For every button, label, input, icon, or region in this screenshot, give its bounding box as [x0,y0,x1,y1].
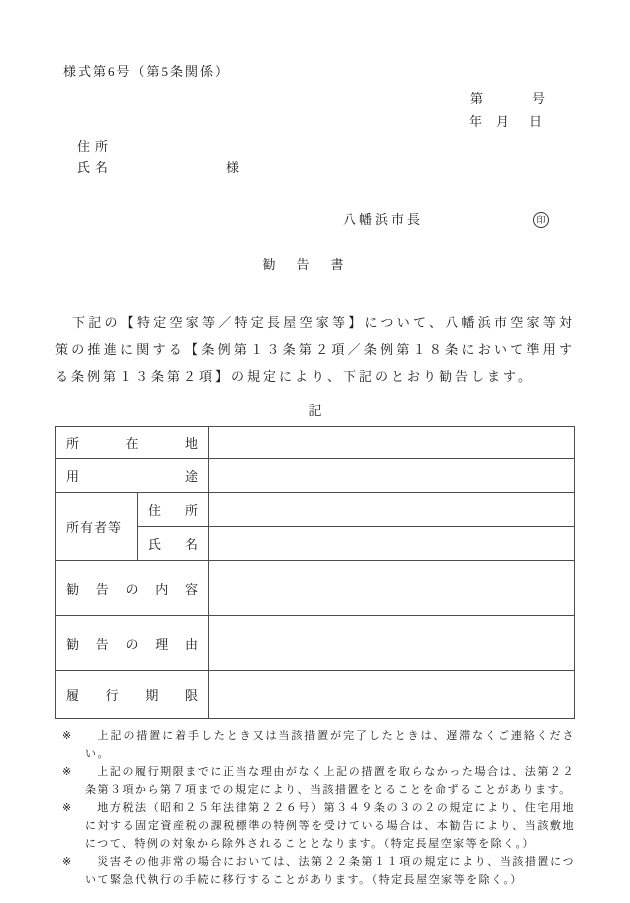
body-paragraph: 下記の【特定空家等／特定長屋空家等】について、八幡浜市空家等対策の推進に関する【条例第１３条第２項／条例第１８条において準用する条例第１３条第２項】の規定により、下記のとおり勧告します。 [55,315,575,384]
date-month-label: 月 [495,114,510,129]
table-row-owner-address [56,493,575,527]
document-title: 勧 告 書 [262,257,348,272]
recipient-address-line [77,139,575,155]
table-row-reason [56,616,575,671]
content-value [209,561,575,616]
seal-character: 印 [536,215,546,225]
recommendation-table [55,426,575,719]
date-year-label: 年 [468,114,483,129]
owner-address-value [209,493,575,527]
sender-name-blank [423,220,533,221]
sender-title: 八幡浜市長 [343,212,424,227]
date-month-blank [483,125,496,126]
date-line [55,114,575,130]
seal-icon [533,212,549,228]
deadline-value [209,671,575,719]
footnote-2-text: 上記の履行期限までに正当な理由がなく上記の措置を取らなかった場合は、法第２２条第３項から第７項までの規定により、当該措置をとることを命ずることがあります。 [85,766,576,796]
deadline-label: 履 行 期 限 [56,671,209,719]
recipient-name-line [77,160,575,176]
sender-line [343,212,575,228]
recipient-honorific: 様 [226,160,245,175]
footnotes [62,727,575,889]
date-day-blank [510,125,529,126]
use-value [209,459,575,493]
footnote-1-marker: ※ [62,730,72,742]
owner-group-label: 所有者等 [56,493,138,561]
doc-number-prefix: 第 [469,91,484,106]
doc-number-line [55,91,575,107]
date-day-label: 日 [528,114,543,129]
owner-name-value [209,527,575,561]
footnote-1 [62,727,575,763]
footnote-2-marker: ※ [62,766,72,778]
doc-number-suffix: 号 [531,91,546,106]
recipient-name-label: 氏名 [77,160,114,175]
table-row-use [56,459,575,493]
table-row-content [56,561,575,616]
owner-name-label: 氏 名 [138,527,209,561]
reason-label: 勧 告 の 理 由 [56,616,209,671]
doc-number-blank [484,102,532,103]
footnote-3 [62,799,575,853]
content-label: 勧 告 の 内 容 [56,561,209,616]
footnote-3-text: 地方税法（昭和２５年法律第２２６号）第３４９条の３の２の規定により、住宅用地に対する固定資産税の課税標準の特例等を受けている場合は、本勧告により、当該敷地につて、特例の対象から除外されることとなります。（特定長屋空家等を除く。） [85,802,576,850]
footnote-2 [62,763,575,799]
footnote-4-marker: ※ [62,856,72,868]
ki-heading: 記 [308,403,322,418]
footnote-4-text: 災害その他非常の場合においては、法第２２条第１１項の規定により、当該措置について緊急代執行の手続に移行することがあります。（特定長屋空家等を除く。） [85,856,575,886]
form-number: 様式第6号（第5条関係） [63,64,231,79]
table-row-deadline [56,671,575,719]
footnote-4 [62,853,575,889]
footnote-1-text: 上記の措置に着手したとき又は当該措置が完了したときは、遅滞なくご連絡ください。 [85,730,576,760]
recipient-name-blank [113,171,226,172]
use-label: 用 途 [56,459,209,493]
recipient-address-label: 住所 [77,139,114,154]
location-label: 所 在 地 [56,427,209,459]
reason-value [209,616,575,671]
owner-address-label: 住 所 [138,493,209,527]
footnote-3-marker: ※ [62,802,72,814]
table-row-location [56,427,575,459]
location-value [209,427,575,459]
